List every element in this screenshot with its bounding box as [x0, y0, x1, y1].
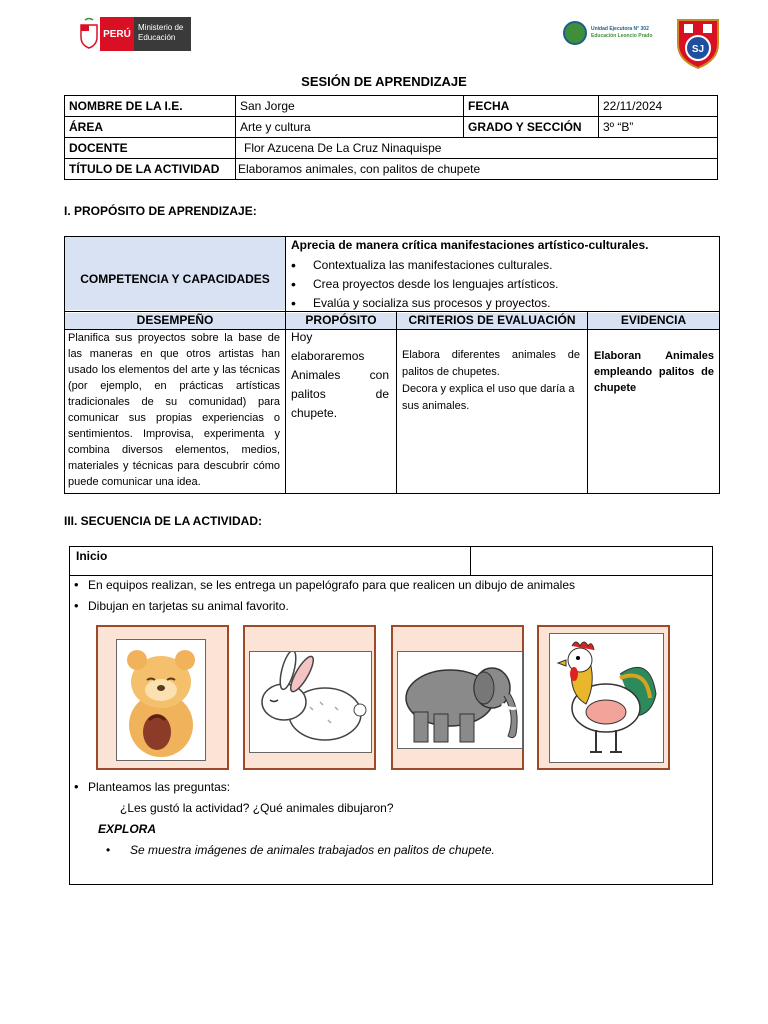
desempeno-text: Planifica sus proyectos sobre la base de las maneras en que otros artistas han usado los elementos del arte y las técnicas (por ejemplo, en prácticas artísticas tradicionales de su comunidad) para comunicar sus propias experiencias o sentimientos. Improvisa, experimenta y combina diversos elementos, medios, materiales y técnicas para descubrir cómo puede comunicar una idea.	[68, 332, 280, 488]
list-item: • Planteamos las preguntas:	[74, 778, 230, 799]
ie-label: NOMBRE DE LA I.E.	[65, 96, 236, 117]
page-title: SESIÓN DE APRENDIZAJE	[301, 74, 467, 89]
rooster-card	[537, 625, 670, 770]
rabbit-image	[249, 651, 372, 753]
section-secuencia-heading: III. SECUENCIA DE LA ACTIVIDAD:	[64, 514, 263, 528]
grado-value: 3º “B”	[599, 117, 718, 138]
competencia-title: Aprecia de manera crítica manifestaciones artístico-culturales.	[291, 238, 649, 252]
ie-value: San Jorge	[236, 96, 464, 117]
ue-line1: Unidad Ejecutora N° 302	[591, 26, 649, 32]
fecha-label: FECHA	[464, 96, 599, 117]
area-label: ÁREA	[65, 117, 236, 138]
rooster-image	[549, 633, 664, 763]
capacidad-item: • Contextualiza las manifestaciones culturales.	[291, 256, 558, 275]
explora-text: Se muestra imágenes de animales trabajados en palitos de chupete.	[130, 843, 495, 857]
elephant-image	[397, 651, 523, 749]
peru-ministry-logo	[78, 17, 191, 51]
section-proposito-heading: I. PROPÓSITO DE APRENDIZAJE:	[64, 204, 257, 218]
rabbit-card	[243, 625, 376, 770]
school-shield-icon	[674, 16, 722, 70]
evidencia-text: Elaboran Animales empleando palitos de chupete	[594, 350, 714, 394]
inicio-label: Inicio	[76, 549, 108, 563]
col-proposito: PROPÓSITO	[286, 313, 396, 329]
fecha-value: 22/11/2024	[599, 96, 718, 117]
badge-text: SJ	[691, 44, 705, 55]
capacidad-item: • Evalúa y socializa sus procesos y proyectos.	[291, 294, 558, 313]
titulo-label: TÍTULO DE LA ACTIVIDAD	[65, 159, 236, 180]
col-criterios: CRITERIOS DE EVALUACIÓN	[397, 313, 587, 329]
elephant-card	[391, 625, 524, 770]
docente-label: DOCENTE	[65, 138, 236, 159]
docente-value: Flor Azucena De La Cruz Ninaquispe	[236, 138, 718, 159]
explora-label: EXPLORA	[98, 822, 157, 836]
list-item: • Dibujan en tarjetas su animal favorito.	[74, 597, 575, 618]
col-evidencia: EVIDENCIA	[588, 313, 719, 329]
preguntas-text: ¿Les gustó la actividad? ¿Qué animales dibujaron?	[120, 801, 394, 815]
ue-line2: Educación Leoncio Prado	[591, 33, 653, 39]
criterio-item: Elabora diferentes animales de palitos de chupetes.	[402, 349, 580, 378]
capacidad-item: • Crea proyectos desde los lenguajes artísticos.	[291, 275, 558, 294]
peru-label: PERÚ	[100, 17, 134, 51]
ue-emblem-icon	[563, 21, 587, 45]
list-item: • En equipos realizan, se les entrega un papelógrafo para que realicen un dibujo de animales	[74, 576, 575, 597]
hamster-card	[96, 625, 229, 770]
capacidades-list	[291, 256, 558, 313]
area-value: Arte y cultura	[236, 117, 464, 138]
grado-label: GRADO Y SECCIÓN	[464, 117, 599, 138]
preguntas-bullets	[74, 778, 230, 799]
explora-item: • Se muestra imágenes de animales trabajados en palitos de chupete.	[106, 843, 495, 857]
info-table	[64, 95, 718, 180]
criterio-item: Decora y explica el uso que daría a sus animales.	[402, 383, 575, 412]
proposito-text: Hoy elaboraremos Animales con palitos de chupete.	[291, 330, 389, 420]
competencia-label: COMPETENCIA Y CAPACIDADES	[80, 272, 270, 286]
hamster-image	[116, 639, 206, 761]
col-desempeno: DESEMPEÑO	[65, 313, 285, 329]
inicio-bullets	[74, 576, 575, 618]
unidad-ejecutora-logo	[563, 18, 673, 48]
peru-shield-icon	[78, 17, 100, 51]
titulo-value: Elaboramos animales, con palitos de chupete	[236, 159, 718, 180]
ministry-label: Ministerio de Educación	[134, 17, 191, 51]
criterios-text	[402, 347, 580, 415]
